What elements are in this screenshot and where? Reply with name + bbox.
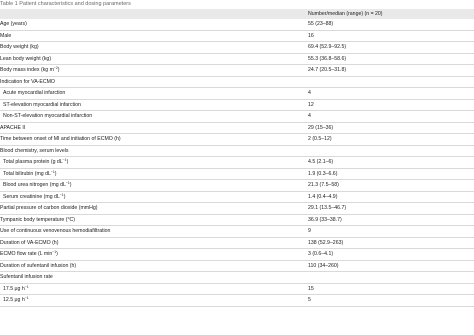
row-label-text: Total plasma protein (g dL xyxy=(3,159,63,165)
row-label xyxy=(0,111,308,123)
table-header-row xyxy=(0,9,474,19)
unit-exponent: −1 xyxy=(50,169,55,174)
row-label xyxy=(0,168,308,180)
row-label-text: Non-ST-elevation myocardial infarction xyxy=(3,113,93,119)
row-label xyxy=(0,65,308,77)
row-label-suffix: ) xyxy=(69,182,72,188)
table-body xyxy=(0,19,474,306)
unit-exponent: −1 xyxy=(52,250,57,254)
row-label xyxy=(0,226,308,238)
row-value: 29.1 (13.5–46.7) xyxy=(308,203,474,215)
row-label-text: Tympanic body temperature (°C) xyxy=(0,216,76,223)
row-label xyxy=(0,53,308,65)
table-row xyxy=(0,19,474,30)
row-value xyxy=(308,76,474,88)
row-value: 15 xyxy=(308,283,474,295)
table-row xyxy=(0,203,474,215)
row-label xyxy=(0,249,308,261)
row-value: 4 xyxy=(308,88,474,100)
row-value: 5 xyxy=(308,295,474,307)
row-value: 110 (34–260) xyxy=(308,260,474,272)
table-row xyxy=(0,76,474,88)
row-label xyxy=(0,214,308,226)
row-value: 55 (23–88) xyxy=(308,19,474,30)
row-label-text: Serum creatinine (mg dL xyxy=(3,193,60,200)
table-row xyxy=(0,99,474,111)
table-row xyxy=(0,111,474,123)
row-value: 16 xyxy=(308,30,474,42)
row-label xyxy=(0,237,308,249)
row-label-text: Total bilirubin (mg dL xyxy=(3,170,51,177)
row-value: 55.3 (36.8–58.6) xyxy=(308,53,474,65)
table-row xyxy=(0,214,474,226)
row-label-suffix: ) xyxy=(63,193,66,200)
row-label-suffix: ) xyxy=(54,170,57,177)
row-label xyxy=(0,122,308,134)
table-row xyxy=(0,168,474,180)
row-label xyxy=(0,180,308,192)
row-label-text: Body mass index (kg m xyxy=(0,67,54,73)
row-value: 69.4 (52.9–92.5) xyxy=(308,42,474,54)
row-label-text: APACHE II xyxy=(0,124,26,131)
unit-exponent: −1 xyxy=(24,284,29,289)
row-label xyxy=(0,88,308,100)
table-row xyxy=(0,237,474,249)
row-label-text: Lean body weight (kg) xyxy=(0,55,52,62)
row-label-text: Male xyxy=(0,32,12,39)
row-label xyxy=(0,295,308,307)
row-value: 1.4 (0.4–4.9) xyxy=(308,191,474,203)
row-label xyxy=(0,260,308,272)
table-row xyxy=(0,30,474,42)
row-label xyxy=(0,30,308,42)
row-value: 4.5 (2.1–6) xyxy=(308,157,474,169)
table-row xyxy=(0,283,474,295)
table-row xyxy=(0,180,474,192)
row-label xyxy=(0,145,308,157)
row-value: 9 xyxy=(308,226,474,238)
row-label-text: Body weight (kg) xyxy=(0,44,39,50)
row-label xyxy=(0,272,308,284)
row-label-suffix: ) xyxy=(57,67,60,73)
row-label xyxy=(0,134,308,146)
row-label xyxy=(0,203,308,215)
row-label-suffix: ) xyxy=(56,251,58,257)
row-label-text: Sufentanil infusion rate xyxy=(0,274,53,280)
table-caption: Table 1 Patient characteristics and dosing parameters xyxy=(0,1,131,7)
row-value: 21.3 (7.5–58) xyxy=(308,180,474,192)
table-row xyxy=(0,42,474,54)
row-label-suffix: ) xyxy=(66,159,69,165)
table-row xyxy=(0,249,474,261)
table-row xyxy=(0,145,474,157)
row-value: 3 (0.6–4.1) xyxy=(308,249,474,261)
row-label-text: ECMO flow rate (L min xyxy=(0,251,53,257)
row-label xyxy=(0,42,308,54)
table-row xyxy=(0,295,474,307)
header-value-column: Number/median (range) (n = 20) xyxy=(308,11,383,17)
row-label xyxy=(0,283,308,295)
row-label-text: Acute myocardial infarction xyxy=(3,90,66,96)
row-label xyxy=(0,99,308,111)
row-label-text: Blood urea nitrogen (mg dL xyxy=(3,182,66,188)
row-value xyxy=(308,272,474,284)
row-value: 12 xyxy=(308,99,474,111)
unit-exponent: −1 xyxy=(59,192,64,197)
row-label-text: Time between onset of MI and initiation of ECMO (h) xyxy=(0,136,121,142)
row-value: 36.9 (33–38.7) xyxy=(308,214,474,226)
row-label-text: Age (years) xyxy=(0,21,27,27)
row-label xyxy=(0,191,308,203)
table-row xyxy=(0,134,474,146)
table-row xyxy=(0,65,474,77)
row-label-text: Blood chemistry, serum levels xyxy=(0,147,69,154)
table-row xyxy=(0,226,474,238)
table-row xyxy=(0,272,474,284)
row-label-text: Use of continuous venovenous hemodiafiltration xyxy=(0,228,111,234)
table-row xyxy=(0,157,474,169)
unit-exponent: −1 xyxy=(24,296,29,300)
row-value: 138 (52.9–263) xyxy=(308,237,474,249)
row-label-text: Duration of VA-ECMO (h) xyxy=(0,239,59,246)
row-label-text: 12.5 μg h xyxy=(3,297,25,303)
row-label-text: Duration of sufentanil infusion (h) xyxy=(0,262,77,269)
table-row xyxy=(0,260,474,272)
row-label-text: 17.5 μg h xyxy=(3,285,25,292)
row-label-text: Indication for VA-ECMO xyxy=(0,78,55,85)
patient-characteristics-table xyxy=(0,9,474,307)
row-value: 4 xyxy=(308,111,474,123)
row-value xyxy=(308,145,474,157)
unit-exponent: −2 xyxy=(53,66,58,70)
unit-exponent: −1 xyxy=(65,181,70,185)
unit-exponent: −1 xyxy=(62,158,67,162)
table-row xyxy=(0,122,474,134)
row-label xyxy=(0,19,308,30)
row-value: 24.7 (20.5–31.8) xyxy=(308,65,474,77)
table-row xyxy=(0,88,474,100)
table-row xyxy=(0,53,474,65)
row-label xyxy=(0,76,308,88)
row-label-text: Partial pressure of carbon dioxide (mmHg) xyxy=(0,205,98,211)
table-row xyxy=(0,191,474,203)
row-value: 2 (0.5–12) xyxy=(308,134,474,146)
row-value: 29 (15–36) xyxy=(308,122,474,134)
row-label-text: ST-elevation myocardial infarction xyxy=(3,101,81,108)
row-value: 1.9 (0.3–6.6) xyxy=(308,168,474,180)
row-label xyxy=(0,157,308,169)
header-label-column xyxy=(0,9,308,19)
